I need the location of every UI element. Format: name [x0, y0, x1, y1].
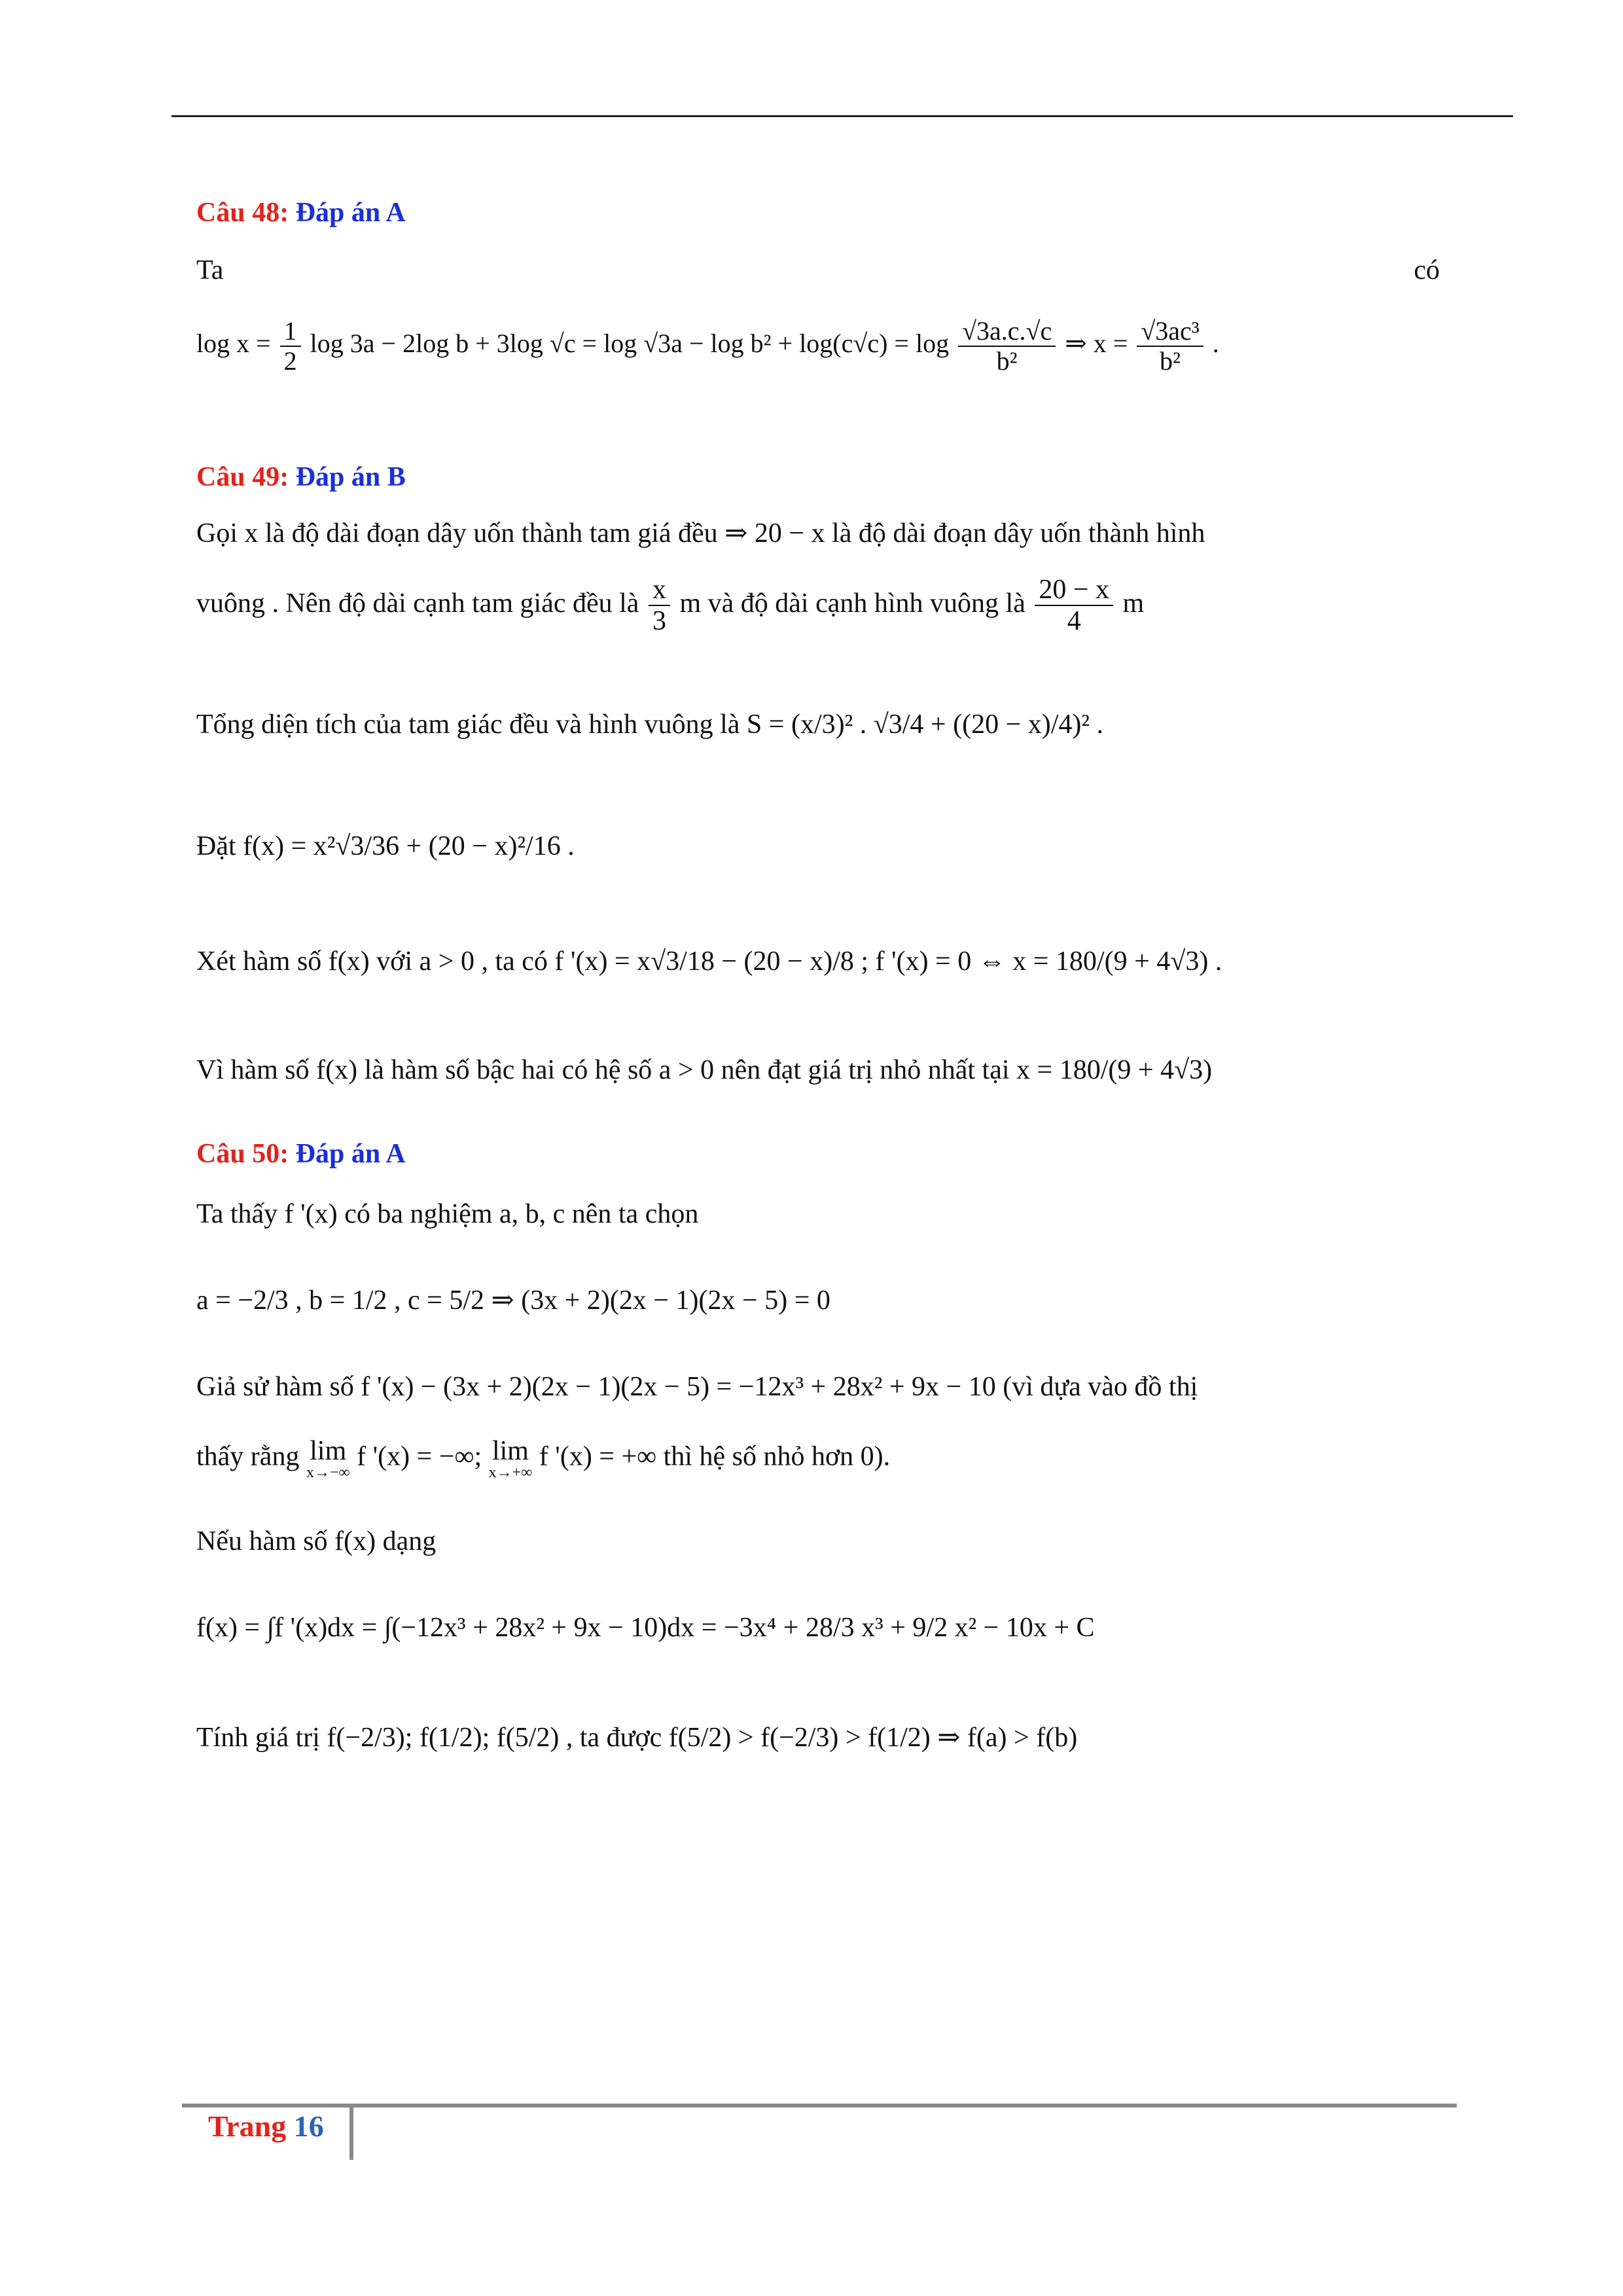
q48-number: Câu 48:: [196, 198, 289, 228]
q50-heading: [196, 1138, 1440, 1170]
q48-eq-frac3: [1137, 317, 1203, 376]
q48-frac2-bot: b²: [996, 346, 1018, 376]
q50-line2: a = −2/3 , b = 1/2 , c = 5/2 ⇒ (3x + 2)(2x − 1)(2x − 5) = 0: [196, 1285, 830, 1316]
q48-frac3-bot: b²: [1160, 346, 1181, 376]
q50-lim1-sub: x→−∞: [306, 1464, 350, 1481]
footer-label: Trang: [208, 2109, 287, 2143]
footer-rule: [182, 2104, 1457, 2108]
q50-line4-a: thấy rằng: [196, 1441, 300, 1472]
q48-eq-part1: log x =: [196, 329, 271, 359]
q49-f2-top: 20 − x: [1035, 575, 1113, 606]
footer-divider: [349, 2104, 353, 2160]
q50-lim1-label: lim: [310, 1436, 347, 1466]
q49-f1-top: x: [649, 575, 670, 606]
q49-heading: [196, 461, 1440, 493]
q48-heading: [196, 196, 1440, 229]
q50-number: Câu 50:: [196, 1139, 289, 1169]
q50-lim2-sub: x→+∞: [488, 1464, 533, 1481]
q50-lim1: [306, 1437, 350, 1480]
q48-equation: [196, 317, 1440, 376]
q50-line6: f(x) = ∫f '(x)dx = ∫(−12x³ + 28x² + 9x − 10)dx = −3x⁴ + 28/3 x³ + 9/2 x² − 10x + C: [196, 1613, 1095, 1643]
q49-line1: Gọi x là độ dài đoạn dây uốn thành tam giá đều ⇒ 20 − x là độ dài đoạn dây uốn thành hình: [196, 518, 1205, 548]
q48-line1-right: có: [1414, 255, 1440, 285]
page-number: 16: [293, 2109, 324, 2143]
q49-number: Câu 49:: [196, 462, 289, 492]
q49-f1-bot: 3: [652, 606, 666, 637]
q50-line1: Ta thấy f '(x) có ba nghiệm a, b, c nên ta chọn: [196, 1199, 699, 1229]
q49-answer: Đáp án B: [295, 462, 406, 492]
q49-line3: Tổng diện tích của tam giác đều và hình vuông là S = (x/3)² . √3/4 + ((20 − x)/4)² .: [196, 709, 1103, 740]
q50-line3: Giả sử hàm số f '(x) − (3x + 2)(2x − 1)(2x − 5) = −12x³ + 28x² + 9x − 10 (vì dựa vào đồ thị: [196, 1372, 1198, 1402]
q50-line7: Tính giá trị f(−2/3); f(1/2); f(5/2) , ta được f(5/2) > f(−2/3) > f(1/2) ⇒ f(a) > f(b): [196, 1723, 1078, 1753]
q48-eq-part3: ⇒ x =: [1065, 329, 1128, 359]
q50-line4-b: f '(x) = −∞;: [357, 1441, 482, 1472]
q50-answer: Đáp án A: [295, 1139, 406, 1169]
q49-f2-bot: 4: [1067, 606, 1081, 637]
q48-line1: [196, 254, 1440, 287]
q50-line5: Nếu hàm số f(x) dạng: [196, 1526, 437, 1556]
q48-eq-part4: .: [1212, 329, 1219, 359]
q49-line2-frac1: [649, 575, 670, 636]
q48-frac1-bot: 2: [283, 346, 297, 376]
q48-line1-left: Ta: [196, 255, 224, 285]
q50-lim2-label: lim: [491, 1436, 529, 1466]
q49-line5: Xét hàm số f(x) với a > 0 , ta có f '(x) = x√3/18 − (20 − x)/8 ; f '(x) = 0 ⇔ x = 180/(9 + 4√3) .: [196, 946, 1222, 977]
q49-line2-a: vuông . Nên độ dài cạnh tam giác đều là: [196, 588, 639, 619]
q49-line2-b: m và độ dài cạnh hình vuông là: [679, 588, 1026, 619]
q49-line2-frac2: [1035, 575, 1113, 636]
q48-frac1-top: 1: [280, 317, 301, 347]
q49-line6: Vì hàm số f(x) là hàm số bậc hai có hệ số a > 0 nên đạt giá trị nhỏ nhất tại x = 180/(9 + 4√3): [196, 1055, 1213, 1085]
q49-line2: [196, 575, 1440, 636]
q48-answer: Đáp án A: [295, 198, 406, 228]
q50-line4-c: f '(x) = +∞ thì hệ số nhỏ hơn 0).: [539, 1441, 891, 1472]
header-rule: [171, 115, 1513, 117]
q48-frac3-top: √3ac³: [1137, 317, 1203, 347]
q49-line2-c: m: [1122, 588, 1145, 619]
q48-eq-part2: log 3a − 2log b + 3log √c = log √3a − log b² + log(c√c) = log: [310, 329, 950, 359]
q48-eq-frac2: [958, 317, 1056, 376]
q50-line4: [196, 1437, 1440, 1480]
q48-eq-frac1: [280, 317, 301, 376]
page-footer: [208, 2109, 324, 2144]
q49-line4: Đặt f(x) = x²√3/36 + (20 − x)²/16 .: [196, 831, 575, 861]
q48-frac2-top: √3a.c.√c: [958, 317, 1056, 347]
q50-lim2: [489, 1437, 533, 1480]
